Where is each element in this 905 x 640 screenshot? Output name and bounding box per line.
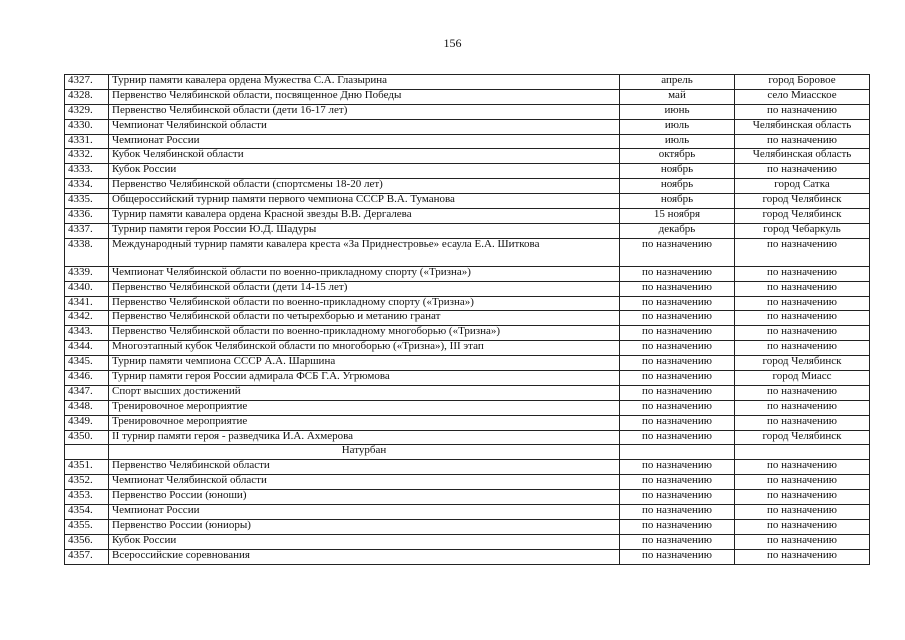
event-date-cell: по назначению bbox=[620, 490, 735, 505]
event-date-cell: июль bbox=[620, 119, 735, 134]
row-number-cell: 4348. bbox=[65, 400, 109, 415]
event-place-cell: Челябинская область bbox=[735, 119, 870, 134]
row-number-cell: 4345. bbox=[65, 356, 109, 371]
event-date-cell: декабрь bbox=[620, 223, 735, 238]
table-row bbox=[65, 400, 870, 415]
event-name-cell: Кубок России bbox=[109, 164, 620, 179]
section-title: Натурбан bbox=[109, 445, 620, 460]
event-name-cell: Тренировочное мероприятие bbox=[109, 400, 620, 415]
event-date-cell: по назначению bbox=[620, 534, 735, 549]
event-place-cell: по назначению bbox=[735, 311, 870, 326]
event-name-cell: Турнир памяти кавалера ордена Мужества С.А. Глазырина bbox=[109, 75, 620, 90]
table-row bbox=[65, 134, 870, 149]
table-row bbox=[65, 179, 870, 194]
event-date-cell: по назначению bbox=[620, 266, 735, 281]
event-name-cell: Турнир памяти героя России адмирала ФСБ Г.А. Угрюмова bbox=[109, 371, 620, 386]
table-row bbox=[65, 119, 870, 134]
event-place-cell: город Чебаркуль bbox=[735, 223, 870, 238]
event-date-cell: по назначению bbox=[620, 519, 735, 534]
table-row bbox=[65, 534, 870, 549]
event-place-cell: по назначению bbox=[735, 326, 870, 341]
table-row bbox=[65, 266, 870, 281]
event-name-cell: Международный турнир памяти кавалера креста «За Приднестровье» есаула Е.А. Шиткова bbox=[109, 238, 620, 266]
section-row bbox=[65, 445, 870, 460]
event-place-cell: по назначению bbox=[735, 266, 870, 281]
event-name-cell: Кубок России bbox=[109, 534, 620, 549]
row-number-cell: 4332. bbox=[65, 149, 109, 164]
event-date-cell: апрель bbox=[620, 75, 735, 90]
row-number-cell: 4342. bbox=[65, 311, 109, 326]
event-place-cell: город Боровое bbox=[735, 75, 870, 90]
row-number-cell: 4349. bbox=[65, 415, 109, 430]
section-empty-cell bbox=[65, 445, 109, 460]
row-number-cell: 4333. bbox=[65, 164, 109, 179]
row-number-cell: 4356. bbox=[65, 534, 109, 549]
event-name-cell: Многоэтапный кубок Челябинской области по многоборью («Тризна»), III этап bbox=[109, 341, 620, 356]
event-place-cell: по назначению bbox=[735, 281, 870, 296]
event-date-cell: по назначению bbox=[620, 415, 735, 430]
event-name-cell: Чемпионат России bbox=[109, 505, 620, 520]
row-number-cell: 4350. bbox=[65, 430, 109, 445]
event-name-cell: Первенство Челябинской области по военно-прикладному спорту («Тризна») bbox=[109, 296, 620, 311]
event-place-cell: по назначению bbox=[735, 460, 870, 475]
row-number-cell: 4336. bbox=[65, 209, 109, 224]
event-date-cell: по назначению bbox=[620, 549, 735, 564]
event-place-cell: по назначению bbox=[735, 505, 870, 520]
event-name-cell: Первенство Челябинской области по военно-прикладному многоборью («Тризна») bbox=[109, 326, 620, 341]
event-name-cell: Чемпионат Челябинской области bbox=[109, 119, 620, 134]
event-place-cell: по назначению bbox=[735, 134, 870, 149]
section-empty-cell bbox=[620, 445, 735, 460]
event-place-cell: село Миасское bbox=[735, 89, 870, 104]
table-row bbox=[65, 238, 870, 266]
event-place-cell: город Челябинск bbox=[735, 194, 870, 209]
row-number-cell: 4341. bbox=[65, 296, 109, 311]
event-name-cell: Первенство Челябинской области, посвященное Дню Победы bbox=[109, 89, 620, 104]
event-name-cell: Первенство Челябинской области bbox=[109, 460, 620, 475]
table-row bbox=[65, 311, 870, 326]
event-place-cell: город Челябинск bbox=[735, 209, 870, 224]
row-number-cell: 4339. bbox=[65, 266, 109, 281]
event-date-cell: по назначению bbox=[620, 281, 735, 296]
table-row bbox=[65, 223, 870, 238]
event-place-cell: город Челябинск bbox=[735, 430, 870, 445]
row-number-cell: 4347. bbox=[65, 385, 109, 400]
event-place-cell: по назначению bbox=[735, 415, 870, 430]
event-date-cell: октябрь bbox=[620, 149, 735, 164]
row-number-cell: 4343. bbox=[65, 326, 109, 341]
schedule-table-body bbox=[65, 75, 870, 565]
event-place-cell: город Челябинск bbox=[735, 356, 870, 371]
row-number-cell: 4329. bbox=[65, 104, 109, 119]
event-date-cell: июль bbox=[620, 134, 735, 149]
row-number-cell: 4346. bbox=[65, 371, 109, 386]
event-name-cell: Турнир памяти героя России Ю.Д. Шадуры bbox=[109, 223, 620, 238]
row-number-cell: 4335. bbox=[65, 194, 109, 209]
table-row bbox=[65, 356, 870, 371]
event-date-cell: по назначению bbox=[620, 371, 735, 386]
event-place-cell: по назначению bbox=[735, 238, 870, 266]
event-date-cell: по назначению bbox=[620, 400, 735, 415]
event-place-cell: по назначению bbox=[735, 341, 870, 356]
row-number-cell: 4337. bbox=[65, 223, 109, 238]
event-place-cell: город Миасс bbox=[735, 371, 870, 386]
event-name-cell: Первенство Челябинской области (спортсмены 18-20 лет) bbox=[109, 179, 620, 194]
page-number: 156 bbox=[443, 36, 462, 50]
table-row bbox=[65, 519, 870, 534]
event-place-cell: Челябинская область bbox=[735, 149, 870, 164]
row-number-cell: 4330. bbox=[65, 119, 109, 134]
event-date-cell: по назначению bbox=[620, 356, 735, 371]
section-empty-cell bbox=[735, 445, 870, 460]
event-name-cell: Всероссийские соревнования bbox=[109, 549, 620, 564]
event-name-cell: II турнир памяти героя - разведчика И.А. Ахмерова bbox=[109, 430, 620, 445]
event-name-cell: Турнир памяти кавалера ордена Красной звезды В.В. Дергалева bbox=[109, 209, 620, 224]
event-place-cell: город Сатка bbox=[735, 179, 870, 194]
event-place-cell: по назначению bbox=[735, 296, 870, 311]
table-row bbox=[65, 281, 870, 296]
row-number-cell: 4327. bbox=[65, 75, 109, 90]
table-row bbox=[65, 475, 870, 490]
event-date-cell: ноябрь bbox=[620, 194, 735, 209]
table-row bbox=[65, 296, 870, 311]
event-place-cell: по назначению bbox=[735, 549, 870, 564]
event-name-cell: Общероссийский турнир памяти первого чемпиона СССР В.А. Туманова bbox=[109, 194, 620, 209]
row-number-cell: 4328. bbox=[65, 89, 109, 104]
event-name-cell: Тренировочное мероприятие bbox=[109, 415, 620, 430]
row-number-cell: 4351. bbox=[65, 460, 109, 475]
event-date-cell: по назначению bbox=[620, 296, 735, 311]
table-row bbox=[65, 194, 870, 209]
event-date-cell: по назначению bbox=[620, 326, 735, 341]
table-row bbox=[65, 149, 870, 164]
row-number-cell: 4334. bbox=[65, 179, 109, 194]
table-row bbox=[65, 385, 870, 400]
event-place-cell: по назначению bbox=[735, 490, 870, 505]
table-row bbox=[65, 415, 870, 430]
event-name-cell: Первенство Челябинской области по четырехборью и метанию гранат bbox=[109, 311, 620, 326]
event-place-cell: по назначению bbox=[735, 475, 870, 490]
row-number-cell: 4354. bbox=[65, 505, 109, 520]
table-row bbox=[65, 549, 870, 564]
table-row bbox=[65, 164, 870, 179]
event-name-cell: Первенство России (юноши) bbox=[109, 490, 620, 505]
event-place-cell: по назначению bbox=[735, 400, 870, 415]
event-date-cell: по назначению bbox=[620, 475, 735, 490]
event-date-cell: по назначению bbox=[620, 341, 735, 356]
event-name-cell: Чемпионат России bbox=[109, 134, 620, 149]
event-place-cell: по назначению bbox=[735, 385, 870, 400]
table-row bbox=[65, 505, 870, 520]
event-name-cell: Турнир памяти чемпиона СССР А.А. Шаршина bbox=[109, 356, 620, 371]
table-row bbox=[65, 89, 870, 104]
event-date-cell: июнь bbox=[620, 104, 735, 119]
row-number-cell: 4352. bbox=[65, 475, 109, 490]
event-date-cell: по назначению bbox=[620, 238, 735, 266]
event-place-cell: по назначению bbox=[735, 104, 870, 119]
table-row bbox=[65, 490, 870, 505]
event-date-cell: ноябрь bbox=[620, 164, 735, 179]
row-number-cell: 4340. bbox=[65, 281, 109, 296]
event-date-cell: по назначению bbox=[620, 460, 735, 475]
event-name-cell: Первенство России (юниоры) bbox=[109, 519, 620, 534]
event-place-cell: по назначению bbox=[735, 519, 870, 534]
row-number-cell: 4331. bbox=[65, 134, 109, 149]
event-name-cell: Чемпионат Челябинской области по военно-прикладному спорту («Тризна») bbox=[109, 266, 620, 281]
event-name-cell: Спорт высших достижений bbox=[109, 385, 620, 400]
table-row bbox=[65, 430, 870, 445]
row-number-cell: 4338. bbox=[65, 238, 109, 266]
table-row bbox=[65, 104, 870, 119]
row-number-cell: 4357. bbox=[65, 549, 109, 564]
event-date-cell: по назначению bbox=[620, 505, 735, 520]
event-date-cell: 15 ноября bbox=[620, 209, 735, 224]
row-number-cell: 4353. bbox=[65, 490, 109, 505]
event-name-cell: Кубок Челябинской области bbox=[109, 149, 620, 164]
table-row bbox=[65, 209, 870, 224]
event-date-cell: по назначению bbox=[620, 385, 735, 400]
event-name-cell: Чемпионат Челябинской области bbox=[109, 475, 620, 490]
event-place-cell: по назначению bbox=[735, 534, 870, 549]
table-row bbox=[65, 460, 870, 475]
event-name-cell: Первенство Челябинской области (дети 16-17 лет) bbox=[109, 104, 620, 119]
table-row bbox=[65, 371, 870, 386]
table-row bbox=[65, 75, 870, 90]
event-date-cell: по назначению bbox=[620, 311, 735, 326]
row-number-cell: 4355. bbox=[65, 519, 109, 534]
event-name-cell: Первенство Челябинской области (дети 14-15 лет) bbox=[109, 281, 620, 296]
table-row bbox=[65, 326, 870, 341]
table-row bbox=[65, 341, 870, 356]
event-date-cell: май bbox=[620, 89, 735, 104]
event-date-cell: по назначению bbox=[620, 430, 735, 445]
row-number-cell: 4344. bbox=[65, 341, 109, 356]
schedule-table bbox=[64, 74, 870, 565]
event-date-cell: ноябрь bbox=[620, 179, 735, 194]
event-place-cell: по назначению bbox=[735, 164, 870, 179]
